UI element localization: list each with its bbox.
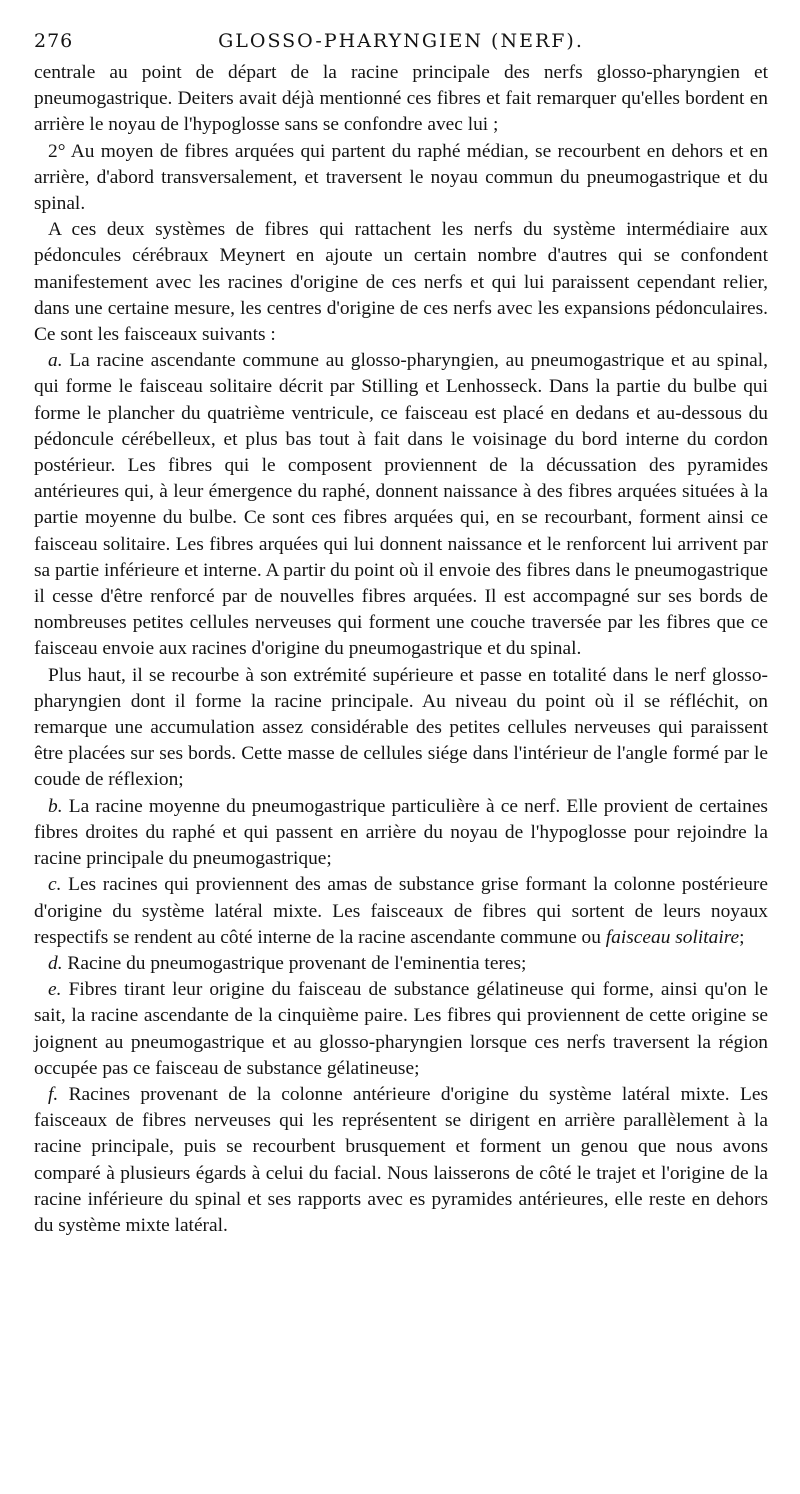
paragraph (34, 139, 768, 218)
list-marker: 2° (48, 140, 66, 162)
paragraph (34, 348, 768, 662)
list-marker: f. (48, 1083, 59, 1105)
paragraph (34, 1082, 768, 1239)
paragraph (34, 217, 768, 348)
paragraph-text: La racine moyenne du pneumogastrique particulière à ce nerf. Elle provient de certaines fibres droites du raphé et qui passent en arrière du noyau de l'hypoglosse pour rejoindre la racine principale du pneumogastrique; (34, 795, 768, 870)
paragraph-text: Fibres tirant leur origine du faisceau de substance gélatineuse qui forme, ainsi qu'on le sait, la racine ascendante de la cinquième paire. Les fibres qui proviennent de cette origine se joignent au pneumogastrique et au glosso-pharyngien lorsque ces nerfs traversent la région occupée pas ce faisceau de substance gélatineuse; (34, 979, 768, 1079)
body-text (34, 60, 768, 1239)
paragraph-tail: ; (739, 926, 745, 948)
paragraph-text: centrale au point de départ de la racine principale des nerfs glosso-pharyngien et pneumogastrique. Deiters avait déjà mentionné ces fibres et fait remarquer qu'elles bordent en arrière le noyau de l'hypoglosse sans se confondre avec lui ; (34, 62, 768, 136)
paragraph-text: Racine du pneumogastrique provenant de l'eminentia teres; (67, 952, 527, 974)
paragraph-text: Racines provenant de la colonne antérieure d'origine du système latéral mixte. Les faisceaux de fibres nerveuses qui les représentent se dirigent en arrière parallèlement à la racine principale, puis se recourbent brusquement et forment un genou que nous avons comparé à plusieurs égards à celui du facial. Nous laisserons de côté le trajet et l'origine de la racine inférieure du spinal et ses rapports avec es pyramides antérieures, elle reste en dehors du système mixte latéral. (34, 1083, 768, 1236)
page-header (34, 30, 768, 58)
book-page (34, 30, 768, 1239)
italic-term: faisceau solitaire (605, 926, 740, 948)
list-marker: b. (48, 795, 63, 817)
list-marker: a. (48, 350, 63, 372)
list-marker: c. (48, 874, 62, 896)
page-number: 276 (34, 30, 74, 52)
list-marker: d. (48, 952, 63, 974)
paragraph (34, 794, 768, 873)
paragraph (34, 977, 768, 1082)
paragraph-text: La racine ascendante commune au glosso-pharyngien, au pneumogastrique et au spinal, qui forme le faisceau solitaire décrit par Stilling et Lenhosseck. Dans la partie du bulbe qui forme le plancher du quatrième ventricule, ce faisceau est placé en dedans et au-dessous du pédoncule cérébelleux, et plus bas tout à fait dans le voisinage du bord interne du cordon postérieur. Les fibres qui le composent proviennent de la décussation des pyramides antérieures qui, à leur émergence du raphé, donnent naissance à des fibres arquées situées à la partie moyenne du bulbe. Ce sont ces fibres arquées qui, en se recourbant, forment ainsi ce faisceau solitaire. Les fibres arquées qui lui donnent naissance et le renforcent lui arrivent par sa partie inférieure et interne. A partir du point où il envoie des fibres dans le pneumogastrique il cesse d'être renforcé par de nouvelles fibres arquées. Il est accompagné sur ses bords de nombreuses petites cellules nerveuses qui forment une couche traversée par les fibres que ce faisceau envoie aux racines d'origine du pneumogastrique et du spinal. (34, 350, 768, 660)
paragraph-text: Au moyen de fibres arquées qui partent du raphé médian, se recourbent en dehors et en arrière, d'abord transversalement, et traversent le noyau commun du pneumogastrique et du spinal. (34, 140, 768, 215)
paragraph (34, 872, 768, 951)
paragraph-text: Plus haut, il se recourbe à son extrémité supérieure et passe en totalité dans le nerf glosso-pharyngien dont il forme la racine principale. Au niveau du point où il se réfléchit, on remarque une accumulation assez considérable des petites cellules nerveuses qui paraissent être placées sur ses bords. Cette masse de cellules siége dans l'intérieur de l'angle formé par le coude de réflexion; (34, 664, 768, 791)
paragraph (34, 60, 768, 139)
running-title: GLOSSO-PHARYNGIEN (NERF). (218, 30, 584, 52)
paragraph-text: Les racines qui proviennent des amas de substance grise formant la colonne postérieure d'origine du système latéral mixte. Les faisceaux de fibres qui sortent de leurs noyaux respectifs se rendent au côté interne de la racine ascendante commune ou (34, 874, 768, 948)
list-marker: e. (48, 979, 62, 1001)
paragraph-text: A ces deux systèmes de fibres qui rattachent les nerfs du système intermédiaire aux pédoncules cérébraux Meynert en ajoute un certain nombre d'autres qui se confondent manifestement avec les racines d'origine de ces nerfs et qui lui paraissent cependant relier, dans une certaine mesure, les centres d'origine de ces nerfs avec les expansions pédonculaires. Ce sont les faisceaux suivants : (34, 219, 768, 346)
paragraph (34, 663, 768, 794)
paragraph (34, 951, 768, 977)
